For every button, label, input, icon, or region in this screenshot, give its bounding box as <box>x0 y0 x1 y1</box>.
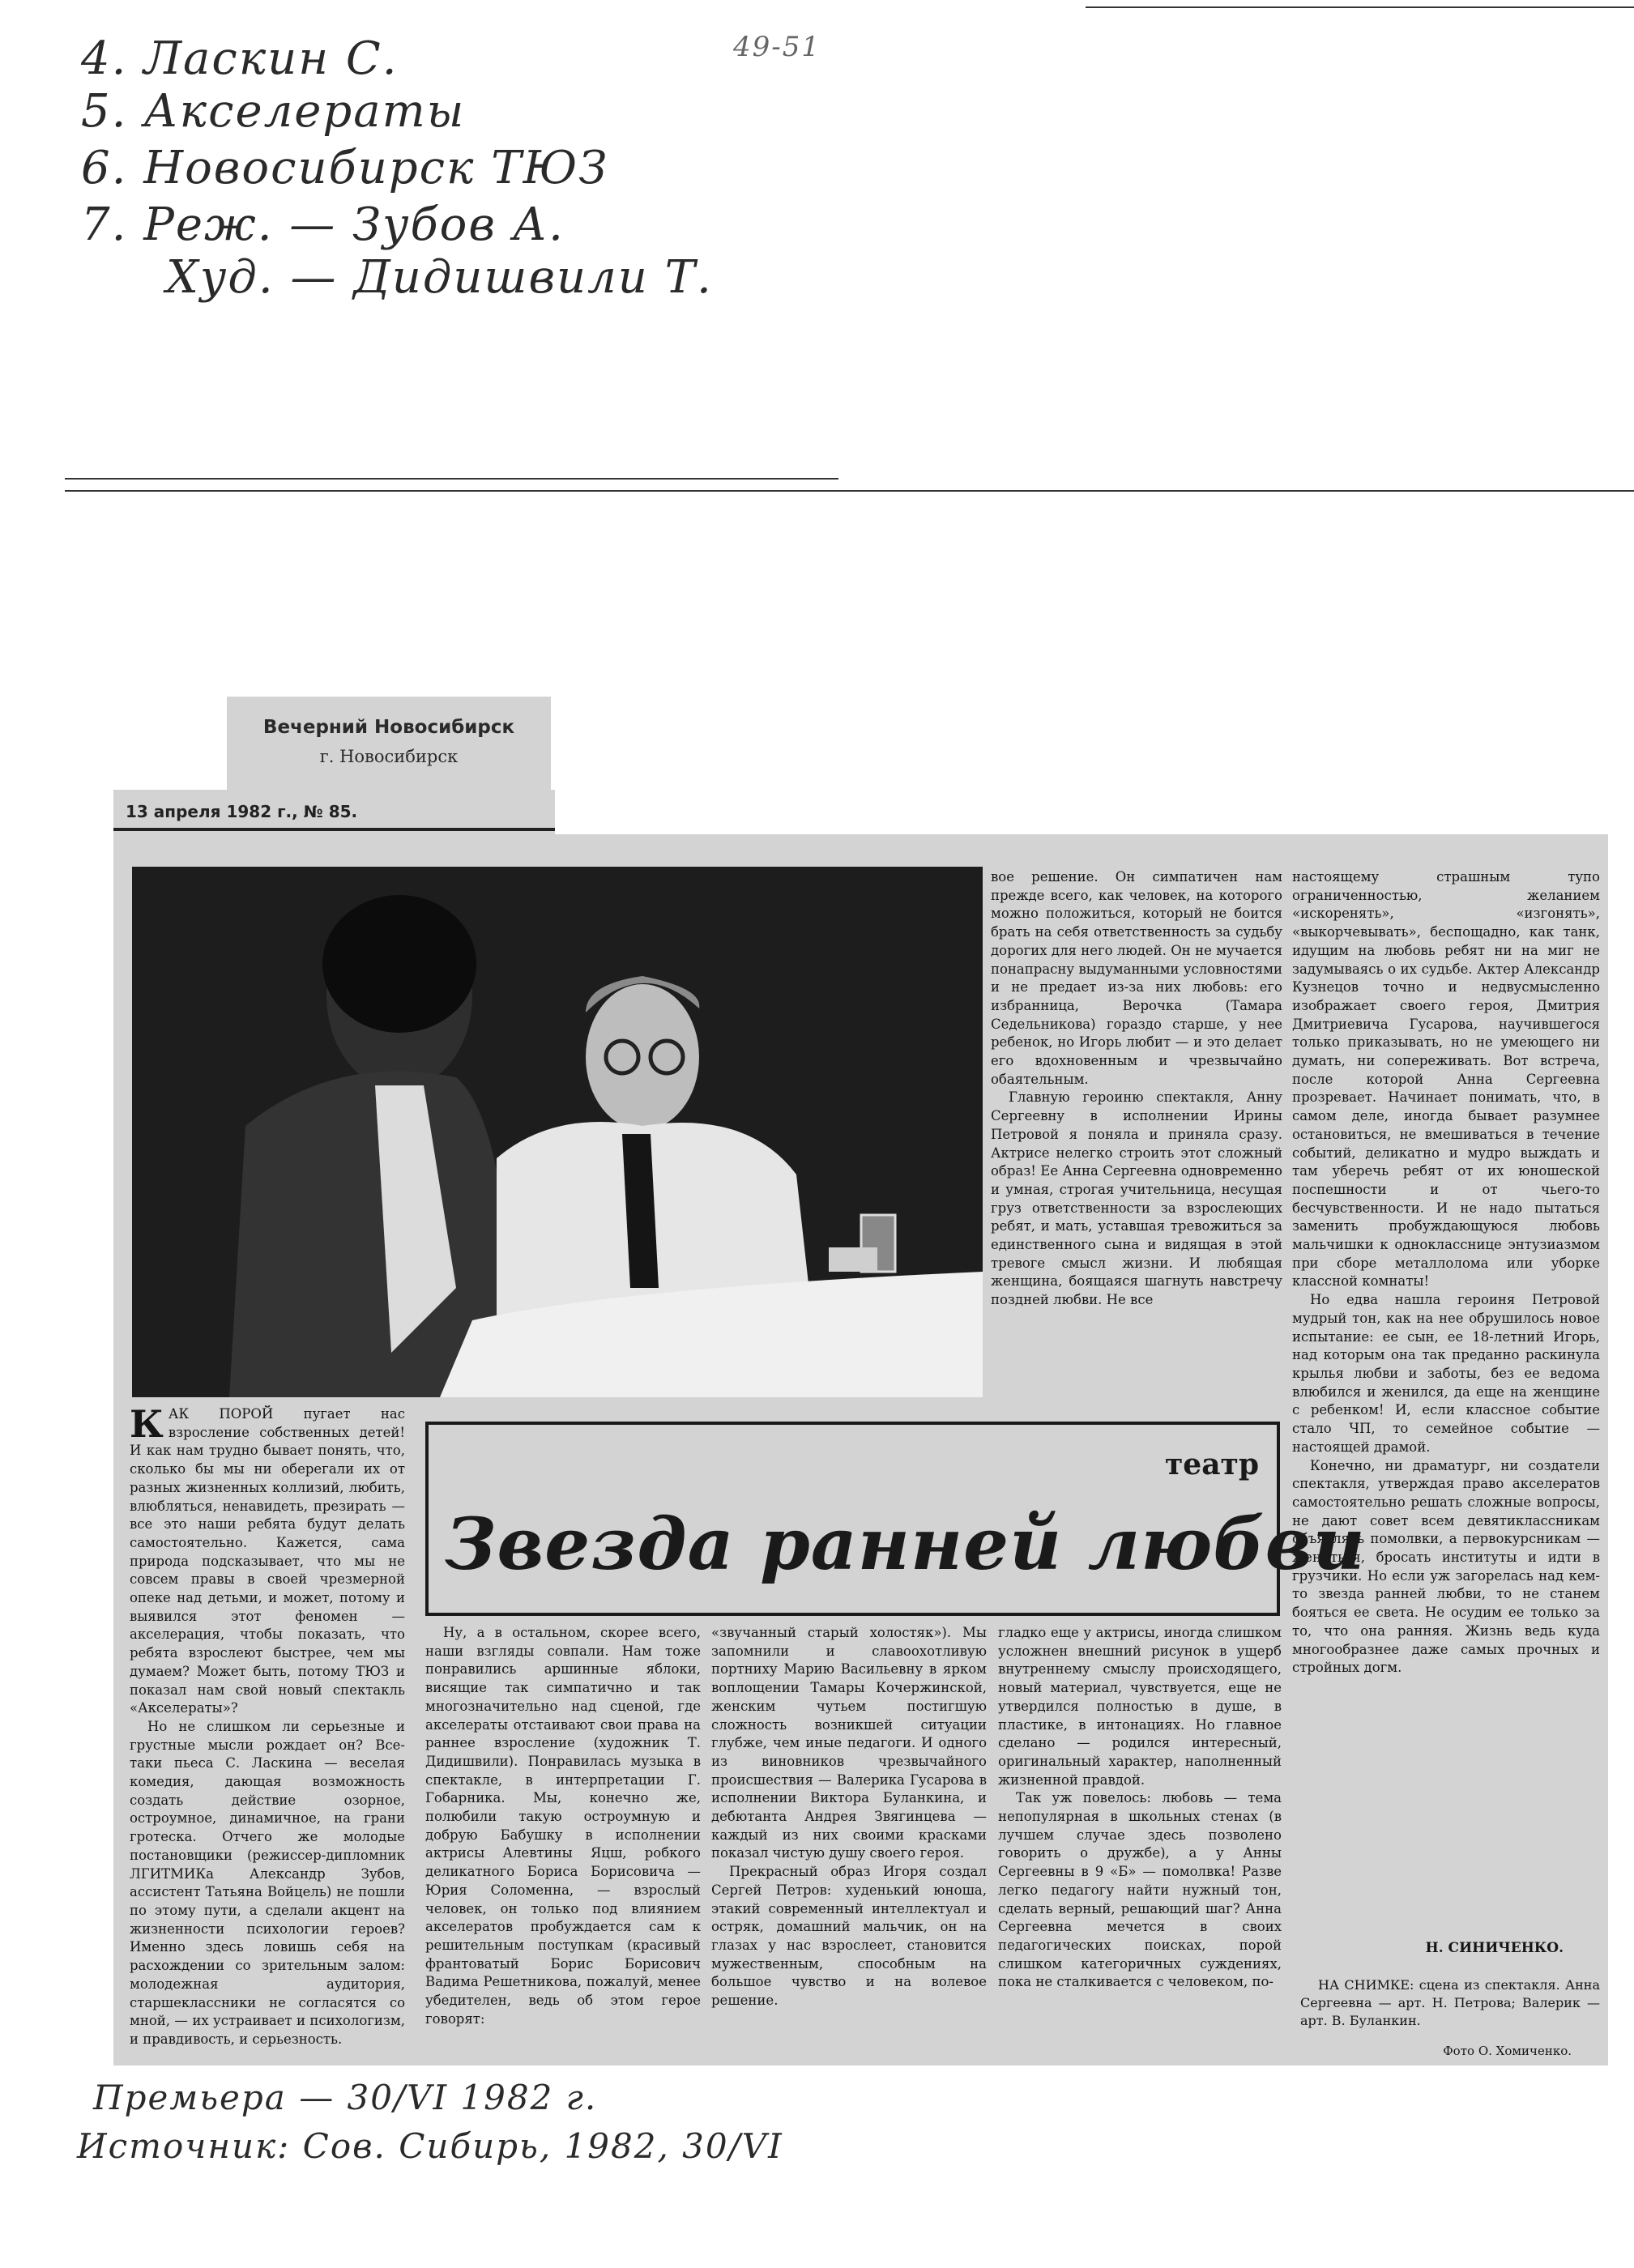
date-underline <box>113 828 555 831</box>
headline: Звезда ранней любви <box>445 1502 1366 1586</box>
photo-caption <box>1300 1976 1600 2045</box>
handwritten-note-line: 7. Реж. — Зубов А. <box>81 198 565 251</box>
headline-box <box>425 1422 1366 1616</box>
handwritten-premiere-note: Премьера — 30/VI 1982 г. <box>93 2078 598 2117</box>
article-column <box>998 1624 1282 2070</box>
photo-scene <box>132 867 983 1397</box>
newspaper-city: г. Новосибирск <box>319 747 459 766</box>
article-paragraph: гладко еще у актрисы, иногда слишком усложнен внешний рисунок в ущерб внутреннему смыслу происходящего, новый материал, чувствуется, еще не утвердился полностью в душе, в пластике, в интонациях. Но главное сделано — родился интересный, оригинальный характер, наполненный жизненной правдой. <box>998 1625 1282 1788</box>
handwritten-source-note: Источник: Сов. Сибирь, 1982, 30/VI <box>77 2126 783 2166</box>
article-column <box>1292 868 1600 1928</box>
clipping-right-extension <box>1288 842 1608 859</box>
scan-edge-line-top <box>1086 6 1634 8</box>
rubric-label: театр <box>1164 1447 1259 1481</box>
article-paragraph: Так уж повелось: любовь — тема непопулярная в школьных стенах (в лучшем случае здесь позволено говорить о дружбе), а у Анны Сергеевны в 9 «Б» — помолвка! Разве легко педагогу найти нужный тон, сделать верный, решающий шаг? Анна Сергеевна мечется в своих педагогических поисках, порой слишком категоричных суждениях, пока не сталкивается с человеком, по- <box>998 1790 1282 1990</box>
handwritten-page-number: 49-51 <box>733 31 821 63</box>
article-column <box>991 868 1282 1409</box>
photo-credit: Фото О. Хомиченко. <box>1443 2044 1572 2058</box>
newspaper-name: Вечерний Новосибирск <box>262 717 515 738</box>
article-paragraph: Но едва нашла героиня Петровой мудрый тон, как на нее обрушилось новое испытание: ее сын, ее 18-летний Игорь, над которым она так преданно раскинула крылья любви и заботы, без ее ведома влюбился и женился, да еще на женщине с ребенком! И, если классное событие стало ЧП, то семейное событие — настоящей драмой. <box>1292 1292 1600 1455</box>
article-paragraph: Конечно, ни драматург, ни создатели спектакля, утверждая право акселератов самостоятельно решать сложные вопросы, не дают совет всем девятиклассникам объявлять помолвки, а первокурсникам — жениться, бросать институты и идти в грузчики. Но если уж загорелась над кем-то звезда ранней любви, то не станем бояться ее света. Не осудим ее только за то, что она ранняя. Жизнь ведь куда многообразнее даже самых прочных и стройных догм. <box>1292 1457 1600 1676</box>
handwritten-note-line: 4. Ласкин С. <box>81 32 399 85</box>
drop-cap: К <box>130 1405 164 1446</box>
article-paragraph: Прекрасный образ Игоря создал Сергей Петров: худенький юноша, этакий современный интеллектуал и остряк, домашний мальчик, он на глазах у нас взрослеет, становится мужественным, способным на большое чувство и на волевое решение. <box>711 1864 987 2009</box>
article-paragraph: «звучанный старый холостяк»). Мы запомнили и славоохотливую портниху Марию Васильевну в ярком воплощении Тамары Кочержинской, женским чутьем постигшую сложность возникшей ситуации глубже, чем иные педагоги. И одного из виновников чрезвычайного происшествия — Валерика Гусарова в исполнении Виктора Буланкина, и дебютанта Андрея Звягинцева — каждый из них своими красками показал чистую душу своего героя. <box>711 1625 987 1861</box>
divider-rule <box>65 478 838 480</box>
author-signature: Н. СИНИЧЕНКО. <box>1425 1940 1564 1956</box>
article-paragraph: вое решение. Он симпатичен нам прежде всего, как человек, на которого можно положиться, который не боится брать на себя ответственность за судьбу дорогих для него людей. Он не мучается понапрасну выдуманными условностями и не предает из-за них любовь: его избранница, Верочка (Тамара Седельникова) гораздо старше, у нее ребенок, но Игорь любит — и это делает его вдохновенным и чрезвычайно обаятельным. <box>991 869 1282 1087</box>
caption-text: НА СНИМКЕ: сцена из спектакля. Анна Сергеевна — арт. Н. Петрова; Валерик — арт. В. Буланкин. <box>1300 1977 1600 2028</box>
issue-date: 13 апреля 1982 г., № 85. <box>126 802 358 821</box>
article-paragraph: Но не слишком ли серьезные и грустные мысли рождает он? Все-таки пьеса С. Ласкина — веселая комедия, дающая возможность создать действие озорное, остроумное, динамичное, на грани гротеска. Отчего же молодые постановщики (режиссер-дипломник ЛГИТМИКа Александр Зубов, ассистент Татьяна Войцель) не пошли по этому пути, а сделали акцент на жизненности психологии героев? Именно здесь ловишь себя на расхождении со зрительным залом: молодежная аудитория, старшеклассники не согласятся со мной, — их устраивает и психологизм, и правдивость, и серьезность. <box>130 1718 405 2047</box>
article-paragraph: Главную героиню спектакля, Анну Сергеевну в исполнении Ирины Петровой я поняла и приняла сразу. Актрисе нелегко строить этот сложный образ! Ее Анна Сергеевна одновременно и умная, строгая учительница, несущая груз ответственности за взрослеющих ребят, и мать, уставшая тревожиться за единственного сына и видящая в этой тревоге смысл жизни. И любящая женщина, боящаяся шагнуть навстречу поздней любви. Не все <box>991 1089 1282 1308</box>
divider-rule <box>65 490 1634 492</box>
article-column <box>425 1624 701 2070</box>
intro-text: АК ПОРОЙ пугает нас взросление собственных детей! И как нам трудно бывает понять, что, сколько бы мы ни оберегали их от разных жизненных коллизий, любить, влюбляться, ненавидеть, презирать — все это наши ребята будут делать самостоятельно. Кажется, сама природа подсказывает, что мы не совсем правы в своей чрезмерной опеке над детьми, и может, потому и выявился этот феномен — акселерация, чтобы показать, что ребята взрослеют быстрее, чем мы думаем? Может быть, потому ТЮЗ и показал нам свой новый спектакль «Акселераты»? <box>130 1406 405 1716</box>
article-column <box>130 1405 405 2070</box>
article-column <box>711 1624 987 2070</box>
article-paragraph: настоящему страшным тупо ограниченностью, желанием «искоренять», «изгонять», «выкорчевывать», беспощадно, как танк, идущим на любовь ребят ни на миг не задумываясь о их судьбе. Актер Александр Кузнецов точно и недвусмысленно изображает своего героя, Дмитрия Дмитриевича Гусарова, научившегося только приказывать, но не умеющего ни думать, ни сопереживать. Вот встреча, после которой Анна Сергеевна прозревает. Начинает понимать, что, в самом деле, иногда бывает разумнее остановиться, не вмешиваться в течение событий, деликатно и мудро выждать и там уберечь ребят от их юношеской поспешности и от чьего-то бесчувственности. И не надо пытаться заменить пробуждающуюся любовь мальчишки к однокласснице энтузиазмом при сборе металлолома или уборке классной комнаты! <box>1292 869 1600 1290</box>
article-paragraph: Ну, а в остальном, скорее всего, наши взгляды совпали. Нам тоже понравились аршинные яблоки, висящие так симпатично и так многозначительно над сценой, где акселераты отстаивают свои права на раннее взросление (художник Т. Дидишвили). Понравилась музыка в спектакле, в интерпретации Г. Гобарника. Мы, конечно же, полюбили такую остроумную и добрую Бабушку в исполнении актрисы Алевтины Яцш, робкого деликатного Бориса Борисовича — Юрия Соломенна, — взрослый человек, он только под влиянием акселератов пробуждается сам к решительным поступкам (красивый франтоватый Борис Борисович Вадима Решетникова, пожалуй, менее убедителен, ведь об этом герое говорят: <box>425 1625 701 2027</box>
article-photo <box>132 867 983 1397</box>
handwritten-note-line: Худ. — Дидишвили Т. <box>166 251 713 304</box>
handwritten-note-line: 5. Акселераты <box>81 85 466 138</box>
handwritten-note-line: 6. Новосибирск ТЮЗ <box>81 142 609 194</box>
article-intro <box>130 1405 405 1718</box>
